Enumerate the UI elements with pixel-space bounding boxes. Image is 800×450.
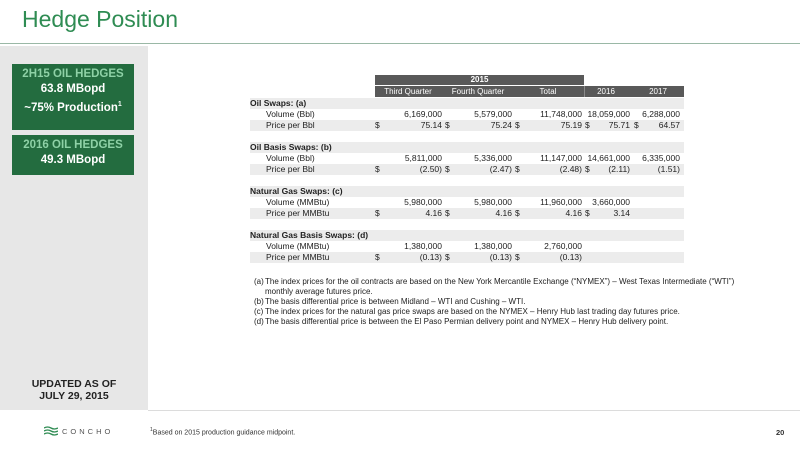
table-cell-value: (0.13) [489,252,512,262]
company-logo [44,426,113,436]
currency-symbol: $ [585,120,590,130]
currency-symbol: $ [515,164,520,174]
table-cell-value: (2.48) [559,164,582,174]
currency-symbol: $ [634,120,639,130]
table-cell-value: 3,660,000 [592,197,630,207]
table-cell-value: 11,147,000 [540,153,582,163]
column-header: Fourth Quarter [451,87,505,96]
sidebar [0,46,148,410]
currency-symbol: $ [515,120,520,130]
table-cell-value: 64.57 [658,120,680,130]
box2-volume: 49.3 MBopd [40,154,106,166]
table-row [250,197,684,208]
table-cell-value: 3.14 [613,208,630,218]
table-cell-value: (0.13) [419,252,442,262]
table-cell-value: 2,760,000 [544,241,582,251]
row-label: Volume (MMBtu) [266,197,330,207]
table-row [250,164,684,175]
table-cell-value: (0.13) [559,252,582,262]
section-title: Natural Gas Swaps: (c) [250,186,343,196]
table-cell-value: 11,748,000 [540,109,582,119]
column-header: 2017 [649,87,667,96]
table-cell-value: 4.16 [565,208,582,218]
table-cell-value: 75.14 [420,120,442,130]
section-title: Oil Basis Swaps: (b) [250,142,332,152]
footnotes [254,277,754,327]
column-header: Total [539,87,557,96]
title-divider [0,43,800,44]
box1-heading: 2H15 OIL HEDGES [22,68,124,80]
section-header-row [250,186,684,197]
row-label: Volume (MMBtu) [266,241,330,251]
table-cell-value: 75.71 [608,120,630,130]
column-header: 2016 [597,87,615,96]
currency-symbol: $ [445,252,450,262]
table-cell-value: (2.47) [489,164,512,174]
section-header-row [250,230,684,241]
table-cell-value: 18,059,000 [587,109,630,119]
table-row [250,120,684,131]
section-title: Oil Swaps: (a) [250,98,307,108]
table-cell-value: 5,579,000 [474,109,512,119]
table-cell-value: 4.16 [495,208,512,218]
table-row [250,241,684,252]
table-cell-value: 6,288,000 [642,109,680,119]
row-label: Volume (Bbl) [266,109,315,119]
currency-symbol: $ [445,208,450,218]
footer-divider [148,410,800,411]
box2-heading: 2016 OIL HEDGES [23,139,123,151]
section-header-row [250,142,684,153]
currency-symbol: $ [445,164,450,174]
year-group-header: 2015 [375,75,584,85]
table-cell-value: 4.16 [425,208,442,218]
page-number: 20 [776,428,785,437]
updated-date: UPDATED AS OF JULY 29, 2015 [31,378,117,402]
footnote-item: (a) The index prices for the oil contracts are based on the New York Mercantile Exchange (“NYMEX”) – West Texas Intermediate (“WTI”) monthly average futures price. [254,277,735,296]
currency-symbol: $ [375,208,380,218]
table-cell-value: 5,980,000 [474,197,512,207]
oil-hedges-2016-box [12,135,134,175]
table-cell-value: 6,335,000 [642,153,680,163]
page-title: Hedge Position [22,6,178,32]
table-cell-value: (2.50) [419,164,442,174]
table-cell-value: 1,380,000 [474,241,512,251]
column-header-row [375,86,684,97]
table-cell-value: 11,960,000 [540,197,582,207]
footnote-item: (c) The index prices for the natural gas price swaps are based on the NYMEX – Henry Hub last trading day futures price. [254,307,680,316]
table-cell-value: (2.11) [608,164,630,174]
currency-symbol: $ [515,252,520,262]
row-label: Price per MMBtu [266,208,330,218]
table-cell-value: 5,980,000 [404,197,442,207]
wave-logo-icon [44,426,58,436]
footnote: $^1$Based on 2015 production guidance midpoint. [150,427,296,437]
footnote-item: (b) The basis differential price is between Midland – WTI and Cushing – WTI. [254,297,526,306]
row-label: Price per Bbl [266,164,315,174]
row-label: Price per MMBtu [266,252,330,262]
table-row [250,208,684,219]
table-cell-value: 14,661,000 [587,153,630,163]
currency-symbol: $ [375,164,380,174]
header-divider [584,86,585,97]
table-cell-value: 5,811,000 [404,153,442,163]
currency-symbol: $ [375,252,380,262]
currency-symbol: $ [585,208,590,218]
table-cell-value: 75.19 [560,120,582,130]
footnote-item: (d) The basis differential price is between the El Paso Permian delivery point and NYMEX – Henry Hub delivery point. [254,317,669,326]
currency-symbol: $ [585,164,590,174]
table-row [250,252,684,263]
currency-symbol: $ [515,208,520,218]
logo-wordmark: CONCHO [62,426,114,436]
table-cell-value: (1.51) [657,164,680,174]
table-cell-value: 75.24 [490,120,512,130]
currency-symbol: $ [375,120,380,130]
table-row [250,153,684,164]
row-label: Price per Bbl [266,120,315,130]
box1-volume: 63.8 MBopd [40,83,106,95]
table-cell-value: 1,380,000 [404,241,442,251]
row-label: Volume (Bbl) [266,153,315,163]
box1-production: ~75% Production$^1$ [24,101,122,114]
column-header: Third Quarter [384,87,432,96]
table-cell-value: 5,336,000 [474,153,512,163]
oil-hedges-2h15-box [12,64,134,130]
table-row [250,109,684,120]
table-cell-value: 6,169,000 [404,109,442,119]
currency-symbol: $ [445,120,450,130]
section-header-row [250,98,684,109]
section-title: Natural Gas Basis Swaps: (d) [250,230,369,240]
